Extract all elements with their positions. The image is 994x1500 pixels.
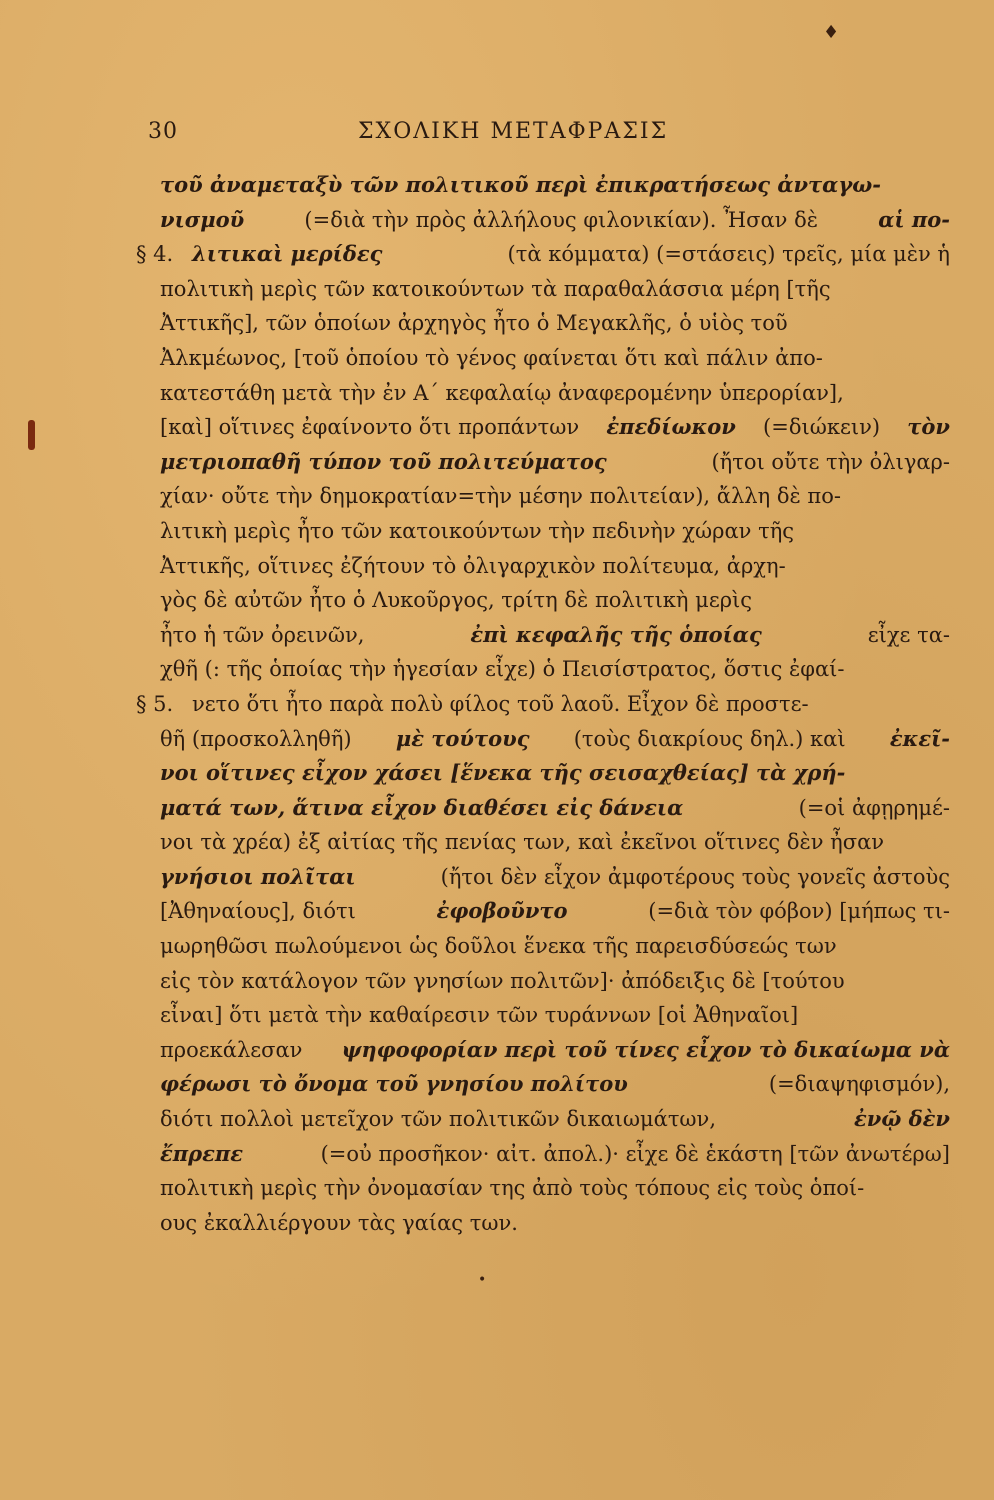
text-run: (=διὰ τὴν πρὸς ἀλλήλους φιλονικίαν). Ἦσαν δὲ bbox=[297, 207, 825, 232]
emphasized-text: μετριοπαθῆ τύπον τοῦ πολιτεύματος bbox=[160, 448, 607, 474]
emphasized-text: γνήσιοι πολῖται bbox=[160, 863, 356, 889]
text-line bbox=[160, 652, 950, 687]
running-title: ΣΧΟΛΙΚΗ ΜΕΤΑΦΡΑΣΙΣ bbox=[358, 119, 669, 144]
text-run: [Ἀθηναίους], διότι bbox=[160, 899, 363, 924]
text-run: εἶναι] ὅτι μετὰ τὴν καθαίρεσιν τῶν τυράννων [οἱ Ἀθηναῖοι] bbox=[160, 1003, 799, 1028]
text-line bbox=[160, 306, 950, 341]
text-run: (ἤτοι οὔτε τὴν ὀλιγαρ- bbox=[704, 449, 950, 474]
text-run: (=οἱ ἀφῃρημέ- bbox=[791, 795, 950, 820]
margin-stain bbox=[28, 420, 35, 450]
text-run: Ἀττικῆς, οἵτινες ἐζήτουν τὸ ὀλιγαρχικὸν πολίτευμα, ἀρχη- bbox=[160, 553, 786, 578]
text-line bbox=[160, 1171, 950, 1206]
text-run: (=διὰ τὸν φόβον) [μήπως τι- bbox=[641, 899, 950, 924]
text-run: πολιτικὴ μερὶς τῶν κατοικούντων τὰ παραθαλάσσια μέρη [τῆς bbox=[160, 276, 831, 301]
text-run: [καὶ] οἵτινες ἐφαίνοντο ὅτι προπάντων bbox=[160, 415, 586, 440]
emphasized-text: ἐφοβοῦντο bbox=[436, 898, 568, 924]
text-run: εἰς τὸν κατάλογον τῶν γνησίων πολιτῶν]· ἀπόδειξις δὲ [τούτου bbox=[160, 968, 845, 993]
text-run: νοι τὰ χρέα) ἐξ αἰτίας τῆς πενίας των, καὶ ἐκεῖνοι οἵτινες δὲν ἦσαν bbox=[160, 830, 885, 855]
footer-dot: • bbox=[478, 1272, 487, 1288]
emphasized-text: λιτικαὶ μερίδες bbox=[192, 241, 383, 267]
text-line bbox=[160, 514, 950, 549]
text-run: θῆ (προσκολληθῆ) bbox=[160, 726, 359, 751]
emphasized-text: ἐνῷ δὲν bbox=[854, 1106, 950, 1132]
text-run: κατεστάθη μετὰ τὴν ἐν Α΄ κεφαλαίῳ ἀναφερομένην ὑπερορίαν], bbox=[160, 380, 844, 405]
text-run: χθῆ (: τῆς ὁποίας τὴν ἡγεσίαν εἶχε) ὁ Πεισίστρατος, ὅστις ἐφαί- bbox=[160, 657, 845, 682]
section-marker: § 4. bbox=[136, 242, 174, 267]
text-line bbox=[160, 894, 950, 929]
text-run: (=διώκειν) bbox=[756, 415, 887, 440]
text-line bbox=[160, 341, 950, 376]
text-line bbox=[160, 1067, 950, 1102]
text-line bbox=[160, 272, 950, 307]
text-line bbox=[160, 825, 950, 860]
text-run: μωρηθῶσι πωλούμενοι ὡς δοῦλοι ἕνεκα τῆς παρεισδύσεώς των bbox=[160, 934, 837, 959]
emphasized-text: ματά των, ἅτινα εἶχον διαθέσει εἰς δάνεια bbox=[160, 794, 684, 820]
text-line bbox=[160, 1137, 950, 1172]
text-run: γὸς δὲ αὐτῶν ἦτο ὁ Λυκοῦργος, τρίτη δὲ πολιτικὴ μερὶς bbox=[160, 588, 753, 613]
text-line bbox=[160, 1033, 950, 1068]
text-run: Ἀττικῆς], τῶν ὁποίων ἀρχηγὸς ἦτο ὁ Μεγακλῆς, ὁ υἱὸς τοῦ bbox=[160, 311, 788, 336]
emphasized-text: τὸν bbox=[907, 414, 950, 440]
emphasized-text: ἔπρεπε bbox=[160, 1140, 244, 1166]
text-line bbox=[160, 860, 950, 895]
emphasized-text: μὲ τούτους bbox=[395, 725, 530, 751]
text-run: (τοὺς διακρίους δηλ.) καὶ bbox=[567, 726, 853, 751]
text-line bbox=[136, 237, 950, 272]
text-run: Ἀλκμέωνος, [τοῦ ὁποίου τὸ γένος φαίνεται ὅτι καὶ πάλιν ἀπο- bbox=[160, 345, 823, 370]
text-line bbox=[160, 722, 950, 757]
page-number: 30 bbox=[148, 119, 178, 144]
emphasized-text: ἐπεδίωκον bbox=[606, 414, 736, 440]
text-run: διότι πολλοὶ μετεῖχον τῶν πολιτικῶν δικαιωμάτων, bbox=[160, 1107, 723, 1132]
text-line bbox=[160, 964, 950, 999]
emphasized-text: τοῦ ἀναμεταξὺ τῶν πολιτικοῦ περὶ ἐπικρατήσεως ἀνταγω- bbox=[160, 172, 881, 197]
text-line bbox=[160, 929, 950, 964]
text-run: ους ἐκαλλιέργουν τὰς γαίας των. bbox=[160, 1210, 518, 1235]
text-line bbox=[160, 168, 950, 203]
emphasized-text: ἐπὶ κεφαλῆς τῆς ὁποίας bbox=[470, 621, 762, 647]
text-run: (τὰ κόμματα) (=στάσεις) τρεῖς, μία μὲν ἡ bbox=[500, 242, 950, 267]
text-run: χίαν· οὔτε τὴν δημοκρατίαν=τὴν μέσην πολιτείαν), ἄλλη δὲ πο- bbox=[160, 484, 841, 509]
text-line bbox=[160, 410, 950, 445]
emphasized-text: αἱ πο- bbox=[878, 206, 950, 232]
text-line bbox=[160, 791, 950, 826]
page-header bbox=[148, 113, 918, 149]
emphasized-text: ψηφοφορίαν περὶ τοῦ τίνες εἶχον τὸ δικαίωμα νὰ bbox=[341, 1036, 950, 1062]
body-text bbox=[136, 168, 950, 1240]
text-run: προεκάλεσαν bbox=[160, 1037, 310, 1062]
text-line bbox=[160, 445, 950, 480]
text-run: (=οὐ προσῆκον· αἰτ. ἀπολ.)· εἶχε δὲ ἑκάστη [τῶν ἀνωτέρω] bbox=[313, 1141, 950, 1166]
text-line bbox=[160, 203, 950, 238]
text-line bbox=[160, 479, 950, 514]
emphasized-text: ἐκεῖ- bbox=[889, 725, 950, 751]
emphasized-text: φέρωσι τὸ ὄνομα τοῦ γνησίου πολίτου bbox=[160, 1071, 628, 1097]
text-line bbox=[160, 618, 950, 653]
text-line bbox=[160, 549, 950, 584]
emphasized-text: νισμοῦ bbox=[160, 206, 245, 232]
text-run: λιτικὴ μερὶς ἦτο τῶν κατοικούντων τὴν πεδινὴν χώραν τῆς bbox=[160, 518, 795, 543]
emphasized-text: νοι οἵτινες εἶχον χάσει [ἕνεκα τῆς σεισαχθείας] τὰ χρή- bbox=[160, 760, 846, 786]
text-run: νετο ὅτι ἦτο παρὰ πολὺ φίλος τοῦ λαοῦ. Εἶχον δὲ προστε- bbox=[192, 691, 809, 716]
ink-mark: ♦ bbox=[823, 22, 840, 43]
text-line bbox=[160, 1206, 950, 1241]
text-run: πολιτικὴ μερὶς τὴν ὀνομασίαν της ἀπὸ τοὺς τόπους εἰς τοὺς ὁποί- bbox=[160, 1176, 865, 1201]
text-line bbox=[160, 998, 950, 1033]
text-run: ἦτο ἡ τῶν ὀρεινῶν, bbox=[160, 622, 372, 647]
text-run: εἶχε τα- bbox=[861, 622, 950, 647]
text-line bbox=[160, 583, 950, 618]
section-marker: § 5. bbox=[136, 691, 174, 716]
text-line bbox=[160, 376, 950, 411]
text-line bbox=[160, 1102, 950, 1137]
text-run: (=διαψηφισμόν), bbox=[762, 1072, 950, 1097]
text-line bbox=[136, 687, 950, 722]
text-run: (ἤτοι δὲν εἶχον ἀμφοτέρους τοὺς γονεῖς ἀστοὺς bbox=[433, 864, 950, 889]
text-line bbox=[160, 756, 950, 791]
